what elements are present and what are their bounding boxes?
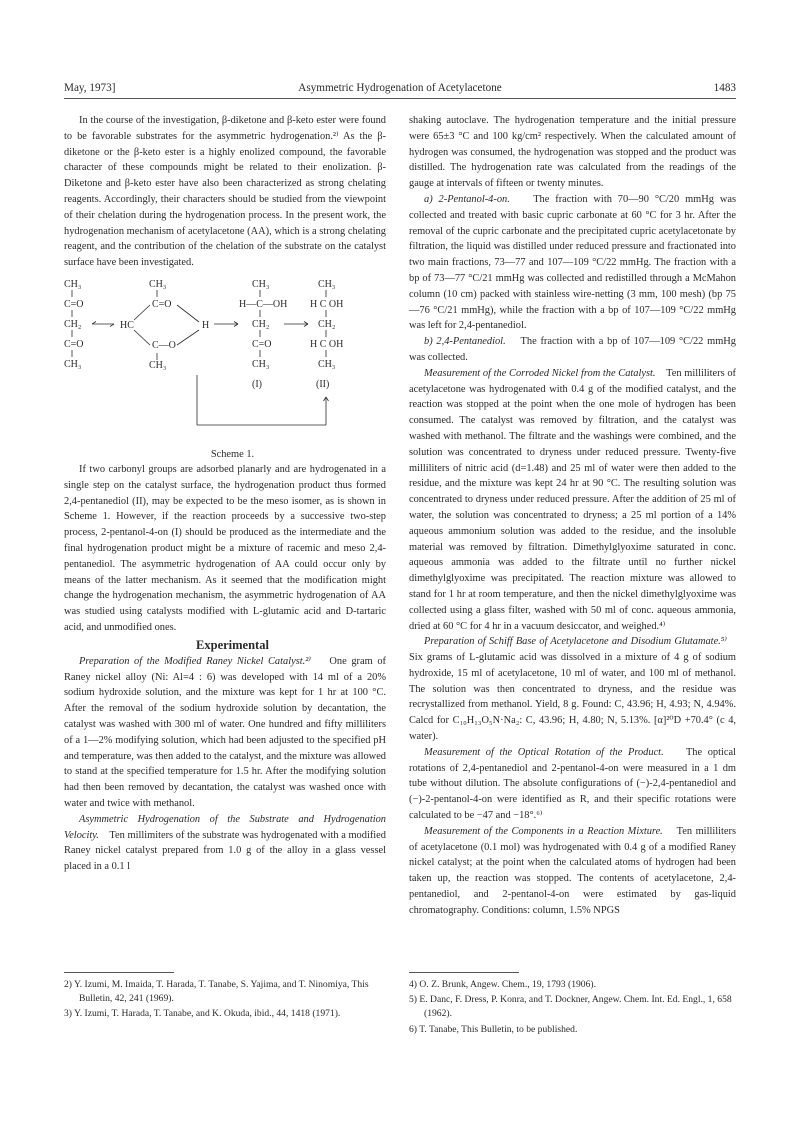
footnote-2: 2) Y. Izumi, M. Imaida, T. Harada, T. Tanabe, S. Yajima, and T. Ninomiya, This Bulletin, 42, 241 (1969).	[64, 979, 369, 1005]
scheme-label: CH₃	[149, 278, 167, 290]
run-in-heading: b) 2,4-Pentanediol.	[424, 336, 506, 348]
run-in-heading: a) 2-Pentanol-4-on.	[424, 193, 510, 205]
footnote-rule-right	[409, 972, 519, 973]
optical-rotation-paragraph	[409, 745, 736, 824]
scheme-label: CH₃	[64, 358, 82, 370]
run-in-heading: Preparation of Schiff Base of Acetylacetone and Disodium Glutamate.⁵⁾	[424, 636, 727, 648]
scheme-label: H C OH	[310, 298, 344, 310]
scheme-label: C—O	[152, 339, 176, 351]
scheme-label: CH₂	[252, 318, 270, 330]
paragraph-body: Ten millimiters of the substrate was hydrogenated with a modified Raney nickel catalyst prepared from 1.0 g of the alloy in a glass vessel placed in a 0.1 l	[64, 829, 386, 873]
scheme-label: H—C—OH	[239, 298, 288, 310]
paragraph-body: Ten milliliters of acetylacetone was hydrogenated with 0.4 g of the modified catalyst, and the reaction was stopped at the point when the one mole of hydrogen has been consumed. The catalyst was removed by filtration, and the catalyst was washed with methanol. The filtrate and the washings were combined, and the solution was concentrated to dryness under reduced pressure. Twenty-five milliliters of nitric acid (d=1.48) and 25 ml of water were then added to the residue, and the mixture was kept 24 hr at 90 °C. The resulting solution was concentrated to dryness under reduced pressure. After the addition of 25 ml of water, the solution was concentrated to dryness; a 25 ml portion of a 14% aqueous ammonium solution was added to the residue, and the insoluble material was removed by filtration. Dimethylglyoxime saturated in conc. aqueous ammonia was added to the filtrate until no further nickel dimethylglyoxime was precipitated. The reaction mixture was allowed to stand for 1 hr at room temperature, and then the nickel dimethylglyoxime was collected using a glass filter, washed with 50 ml of conc. aqueous ammonia, dried at 60 °C for 4 hr in a vacuum desiccator, and weighed.⁴⁾	[409, 367, 736, 632]
paragraph-body: The fraction with a bp of 107—109 °C/22 mmHg was collected.	[409, 336, 736, 363]
scheme-label: CH₃	[318, 278, 336, 290]
mechanism-paragraph: If two carbonyl groups are adsorbed planarly and are hydrogenated in a single step on the catalyst surface, the hydrogenation product thus formed 2,4-pentanediol (II), may be expected to be the meso isomer, as is shown in Scheme 1. However, if the reaction proceeds by a successive two-step process, 2-pentanol-4-on (I) should be produced as the intermediate and the final hydrogenation product might be a mixture of racemic and meso 2,4-pentanediol. The asymmetric hydrogenation of AA could occur only by means of the latter mechanism. As it seemed that the modification might change the hydrogenation mechanism, the asymmetric hydrogenation of AA was studied using catalysts modified with L-glutamic acid and D-tartaric acid, and unmodified ones.	[64, 463, 386, 633]
run-in-heading: Asymmetric Hydrogenation of the Substrate and Hydrogenation Velocity.	[64, 813, 386, 841]
scheme-caption: Scheme 1.	[210, 448, 255, 460]
scheme-label: C=O	[64, 338, 84, 350]
scheme-label: CH₃	[252, 358, 270, 370]
scheme-label: CH₃	[64, 278, 82, 290]
scheme-1-diagram	[64, 275, 386, 447]
scheme-label: CH₃	[252, 278, 270, 290]
footnote-4: 4) O. Z. Brunk, Angew. Chem., 19, 1793 (1906).	[409, 979, 596, 990]
scheme-label: C=O	[252, 338, 272, 350]
intro-paragraph: In the course of the investigation, β-diketone and β-keto ester were found to be favorable substrates for the asymmetric hydrogenation.²⁾ As the β-diketone or the β-keto ester is a highly enolized compound, the favorable character of these compounds might be related to their enolization. β-Diketone and β-keto ester have also been characterized as strong chelating reagents. Accordingly, their characters should be studied from the viewpoint of their chelation during the hydrogenation process. In the present work, the hydrogenation mechanism of acetylacetone (AA), which is a strong chelating reagent, and the contribution of the chelation of the substrate on the catalyst surface have been investigated.	[64, 115, 386, 269]
components-paragraph	[409, 824, 736, 919]
scheme-label: H	[202, 319, 210, 331]
bond	[177, 330, 199, 345]
issue-date: May, 1973]	[64, 82, 116, 94]
paragraph-body: One gram of Raney nickel alloy (Ni: Al=4 : 6) was developed with 14 ml of a 20% sodium hydroxide solution, and the mixture was kept for 1 hr at 100 °C. After the removal of the sodium hydroxide solution by decantation, the catalyst was washed with 300 ml of water. One hundred and fifty milliliters of a 1—2% modifying solution, which had been adjusted to the specified pH and temperature, was then added to the catalyst, and the mixture was allowed to stand at the specified temperature for 1.5 hr. After the modifying solution had then been removed by decantation, the catalyst was washed once with water and twice with methanol.	[64, 655, 386, 809]
catalyst-prep-paragraph	[64, 654, 386, 812]
page-number: 1483	[713, 82, 736, 94]
footnotes-right	[409, 978, 736, 1038]
pentanediol-paragraph	[409, 334, 736, 366]
bond	[134, 330, 150, 345]
right-column	[409, 113, 736, 919]
paragraph-body: Six grams of L-glutamic acid was dissolved in a mixture of 4 g of sodium hydroxide, 15 ml of acetylacetone, 10 ml of water, and 100 ml of methanol. The solution was then concentrated to dryness, and the residue was recrystallized from methanol. Yield, 8 g. Found: C, 43.96; H, 4.93; N, 4.94%. Calcd for C₁₀H₁₃O₅N·Na₂: C, 43.96; H, 4.80; N, 5.13%. [α]²⁰D +70.4° (c 4, water).	[409, 652, 736, 743]
run-in-heading: Measurement of the Components in a Reaction Mixture.	[424, 825, 663, 837]
asymmetric-hydrogenation-paragraph	[64, 812, 386, 875]
footnote-rule-left	[64, 972, 174, 973]
scheme-label: HC	[120, 319, 134, 331]
scheme-label: C=O	[152, 298, 172, 310]
paragraph-body: The optical rotations of 2,4-pentanediol and 2-pentanol-4-on were measured in a 1 dm tube without dilution. The absolute configurations of (−)-2,4-pentanediol and (−)-2-pentanol-4-on were identified as R, and their specific rotations were calculated to be −47 and −18°.⁶⁾	[409, 746, 736, 822]
pentanolone-paragraph	[409, 192, 736, 334]
scheme-1-figure	[64, 275, 386, 447]
running-title: Asymmetric Hydrogenation of Acetylacetone	[298, 82, 502, 94]
scheme-label: CH₃	[318, 358, 336, 370]
corroded-nickel-paragraph	[409, 366, 736, 635]
paragraph-body: Ten milliliters of acetylacetone (0.1 mol) was hydrogenated with 0.4 g of a modified Raney nickel catalyst; at the point when the calculated atoms of hydrogen had been taken up, the reaction was stopped. The contents of acetylacetone, 2,4-pentanediol, and 2-pentanol-4-on were estimated by gas-liquid chromatography. Conditions: column, 1.5% NPGS	[409, 825, 737, 916]
left-column	[64, 113, 386, 875]
run-in-heading: Measurement of the Corroded Nickel from the Catalyst.	[424, 367, 656, 379]
scheme-label: CH₂	[64, 318, 82, 330]
scheme-label: CH₂	[318, 318, 336, 330]
bond	[177, 305, 199, 322]
run-in-heading: Preparation of the Modified Raney Nickel Catalyst.²⁾	[79, 655, 311, 667]
paragraph-body: The fraction with 70—90 °C/20 mmHg was collected and treated with basic cupric carbonate at 60 °C for 3 hr. After the removal of the cupric carbonate and the precipitated cupric acetylacetonate by filtration, the liquid was distilled under reduced pressure and fractionated into two main fractions, 73—77 and 107—109 °C/22 mmHg. The fraction with a bp of 73—77 °C/21 mmHg was collected and redistilled through a McMahon column (10 cm) packed with stainless wire-netting (3 mm, 100 mesh) (bp 75—76 °C/21 mmHg), while the fraction with a bp of 107—109 °C/22 mmHg was left for 2,4-pentanediol.	[409, 193, 736, 332]
scheme-label: CH₃	[149, 359, 167, 371]
footnote-6: 6) T. Tanabe, This Bulletin, to be published.	[409, 1023, 578, 1035]
header-rule	[64, 98, 736, 99]
footnote-5: 5) E. Danc, F. Dress, P. Konra, and T. Dockner, Angew. Chem. Int. Ed. Engl., 1, 658 (1962).	[409, 994, 732, 1020]
running-head	[64, 80, 736, 96]
footnote-3: 3) Y. Izumi, T. Harada, T. Tanabe, and K. Okuda, ibid., 44, 1418 (1971).	[64, 1008, 341, 1020]
compound-label-I: (I)	[252, 378, 262, 390]
section-heading-experimental: Experimental	[196, 637, 269, 652]
compound-label-II: (II)	[316, 378, 330, 390]
continued-paragraph: shaking autoclave. The hydrogenation temperature and the initial pressure were 65±3 °C and 100 kg/cm² respectively. When the calculated amount of hydrogen was consumed, the hydrogenation was stopped and the product was distilled. The hydrogenation rate was calculated from the readings of the gauge at intervals of fifteen or twenty minutes.	[409, 115, 736, 190]
scheme-label: H C OH	[310, 338, 344, 350]
footnotes-left	[64, 978, 386, 1023]
bond	[134, 305, 150, 320]
run-in-heading: Measurement of the Optical Rotation of the Product.	[424, 746, 664, 758]
schiff-base-paragraph	[409, 634, 736, 745]
scheme-label: C=O	[64, 298, 84, 310]
